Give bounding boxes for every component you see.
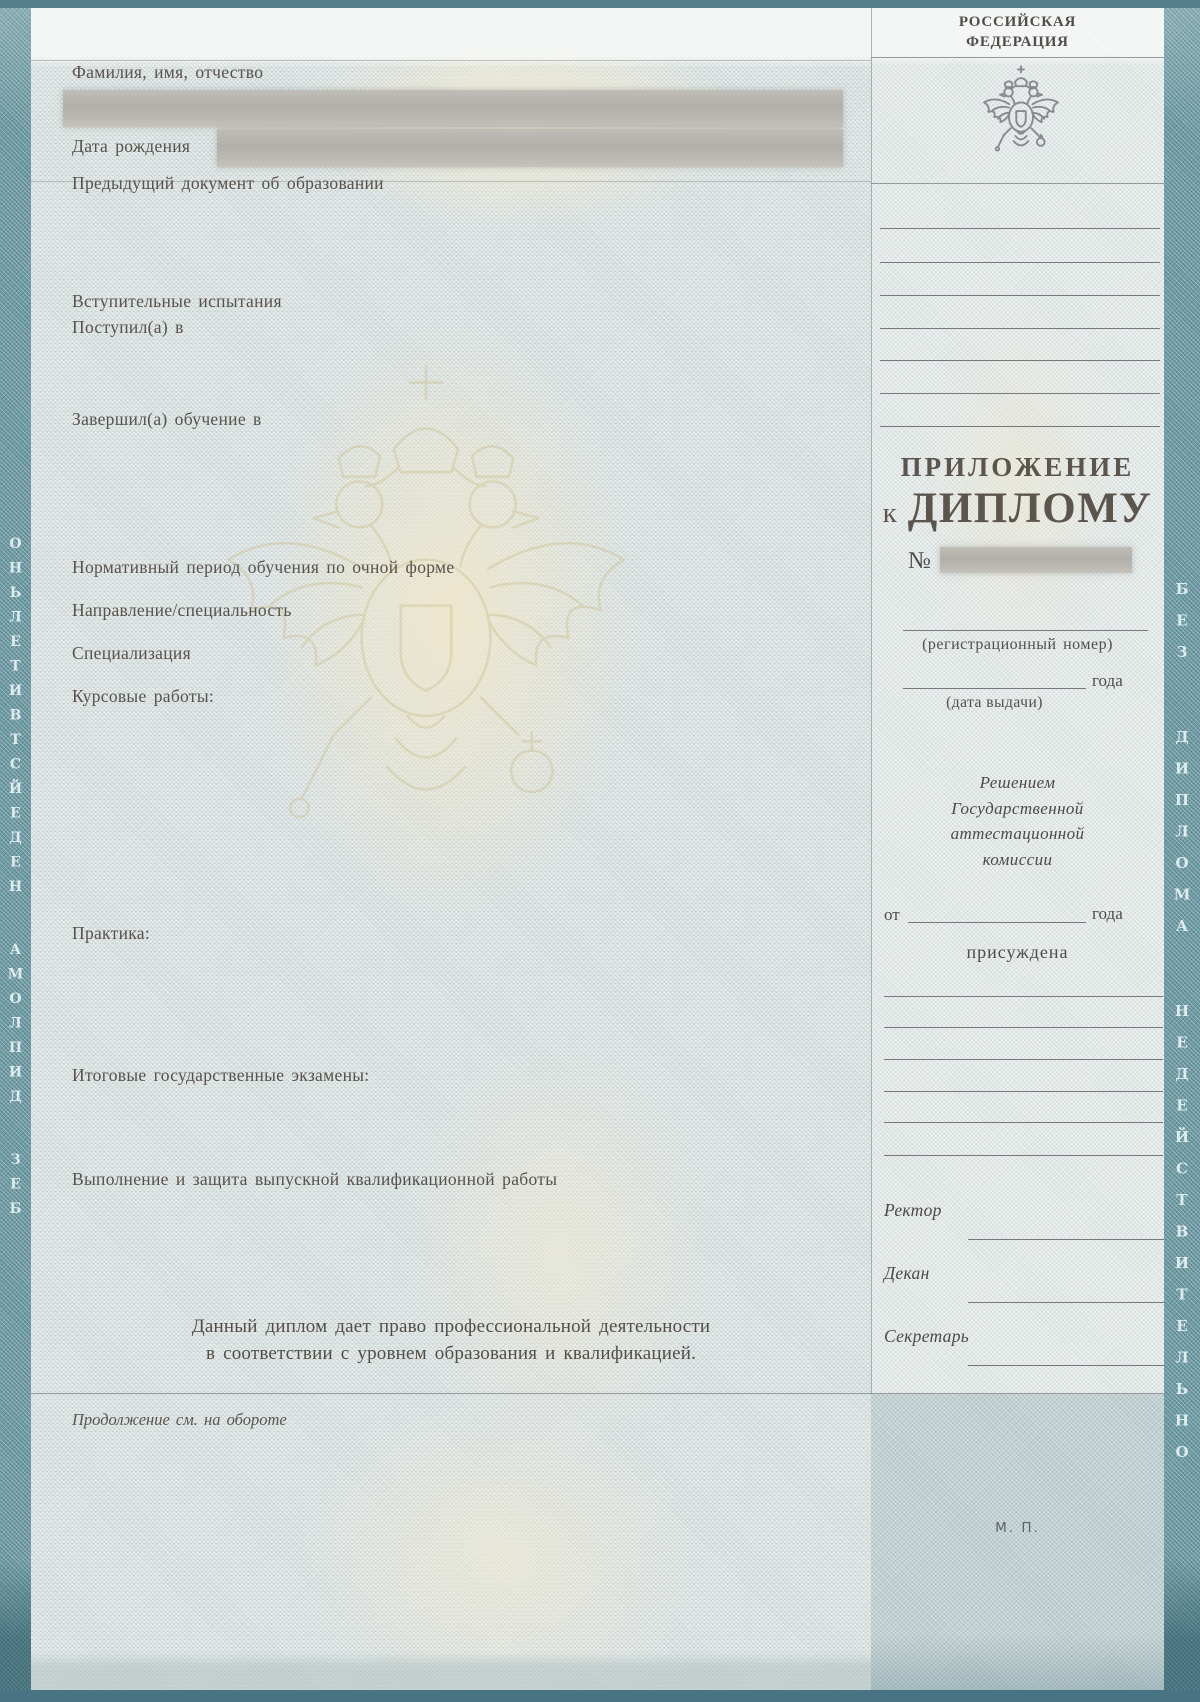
field-label-completed-in: Завершил(а) обучение в [72,409,262,429]
write-line [880,426,1160,427]
secretary-label: Секретарь [884,1326,970,1346]
dean-label: Декан [884,1263,930,1283]
write-line [880,328,1160,329]
commission-decision-text [871,770,1164,872]
field-label-enrolled-in: Поступил(а) в [72,317,184,337]
issue-year-word: года [1092,671,1123,690]
write-line [884,1091,1163,1092]
from-year-word: года [1092,904,1123,923]
write-line [880,360,1160,361]
field-label-state-exams: Итоговые государственные экзамены: [72,1065,370,1085]
write-line [884,1059,1163,1060]
supplement-title-line1: ПРИЛОЖЕНИЕ [900,452,1135,482]
field-label-specialization: Специализация [72,643,191,663]
watermark-double-headed-eagle-icon [196,348,656,900]
right-edge-strip [1164,8,1200,1690]
redacted-birth-date-value [217,129,843,167]
rector-signature-line [968,1239,1164,1240]
rector-label: Ректор [884,1200,942,1220]
continuation-note: Продолжение см. на обороте [72,1410,287,1429]
field-label-previous-document: Предыдущий документ об образовании [72,173,384,193]
redacted-full-name-value [63,90,843,127]
field-label-coursework: Курсовые работы: [72,686,215,706]
write-line [880,393,1160,394]
from-word: от [884,905,900,924]
coat-of-arms-icon [978,63,1064,166]
field-label-entrance-exams: Вступительные испытания [72,291,282,311]
column-divider [871,8,872,1394]
field-label-normative-period: Нормативный период обучения по очной форме [72,557,455,577]
issue-date-line [903,688,1086,689]
title-word: ДИПЛОМУ [907,485,1153,532]
rights-statement-line2: в соответствии с уровнем образования и квалификацией. [205,1343,697,1364]
decision-line2: Государственной [951,798,1084,818]
number-sign: № [908,548,931,574]
coat-of-arms-cell-bottom [871,183,1164,184]
field-label-full-name: Фамилия, имя, отчество [72,62,264,82]
decision-line1: Решением [979,773,1056,792]
decision-line3: аттестационной [950,824,1085,843]
left-edge-strip [0,8,31,1690]
country-line1: РОССИЙСКАЯ [958,14,1077,30]
title-prefix: к [882,497,897,529]
right-edge-security-text: БЕЗ ДИПЛОМА НЕДЕЙСТВИТЕЛЬНО [1173,580,1191,1475]
rights-statement [101,1313,801,1367]
write-line [884,996,1163,997]
decision-date-line [908,922,1086,923]
reg-number-line [903,630,1148,631]
secretary-signature-line [968,1365,1164,1366]
seal-place-label: М. П. [995,1520,1040,1536]
write-line [880,295,1160,296]
write-line [880,228,1160,229]
decision-line4: комиссии [982,849,1053,869]
supplement-title-line2 [871,484,1164,533]
issue-date-caption: (дата выдачи) [946,694,1043,711]
field-label-thesis: Выполнение и защита выпускной квалификационной работы [72,1169,558,1189]
write-line [884,1155,1163,1156]
right-column-bottom-background [871,1394,1164,1692]
field-label-birth-date: Дата рождения [72,136,191,156]
left-edge-security-text: ОНЬЛЕТИВТСЙЕДЕН АМОЛПИД ЗЕБ [7,536,24,1226]
redacted-supplement-number [940,547,1132,573]
write-line [880,262,1160,263]
write-line [884,1027,1163,1028]
rights-statement-line1: Данный диплом дает право профессиональной деятельности [191,1316,711,1337]
top-border [0,0,1200,8]
dean-signature-line [968,1302,1164,1303]
footer-band-separator [31,1393,1164,1394]
field-label-specialty: Направление/специальность [72,600,292,620]
country-header [871,12,1164,52]
write-line [884,1122,1163,1123]
bottom-border [0,1690,1200,1702]
field-label-practice: Практика: [72,923,151,943]
coat-of-arms-cell-top [871,57,1164,58]
reg-number-caption: (регистрационный номер) [922,636,1113,653]
awarded-word: присуждена [966,942,1069,962]
country-line2: ФЕДЕРАЦИЯ [966,34,1069,50]
